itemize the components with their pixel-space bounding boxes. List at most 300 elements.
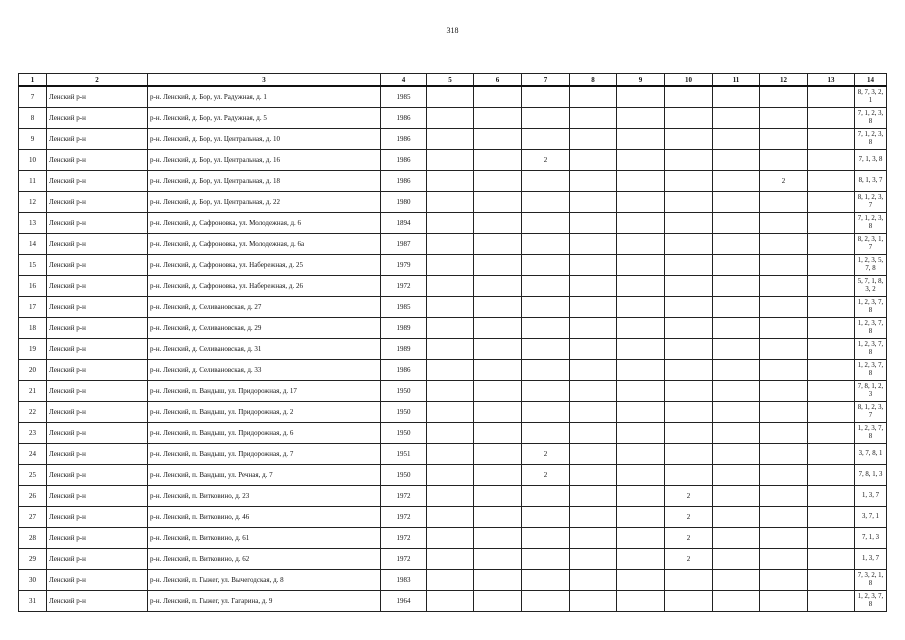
- year-cell: 1983: [381, 570, 427, 591]
- col9-cell: [617, 318, 665, 339]
- col8-cell: [570, 381, 617, 402]
- table-body: [19, 86, 887, 612]
- col12-cell: [760, 570, 808, 591]
- col11-cell: [713, 507, 760, 528]
- col10-cell: [665, 213, 713, 234]
- col7-cell: [522, 86, 570, 108]
- col9-cell: [617, 129, 665, 150]
- col13-cell: [808, 255, 855, 276]
- row-number: 16: [19, 276, 47, 297]
- col12-cell: [760, 108, 808, 129]
- year-cell: 1972: [381, 507, 427, 528]
- table-row: [19, 297, 887, 318]
- table-row: [19, 192, 887, 213]
- col8-cell: [570, 339, 617, 360]
- district-cell: Ленский р-н: [47, 591, 148, 612]
- col9-cell: [617, 549, 665, 570]
- address-cell: р-н. Ленский, д. Селивановская, д. 27: [148, 297, 381, 318]
- col11-cell: [713, 234, 760, 255]
- col12-cell: [760, 129, 808, 150]
- col5-cell: [427, 381, 474, 402]
- col6-cell: [474, 549, 522, 570]
- row-number: 24: [19, 444, 47, 465]
- column-header: 9: [617, 74, 665, 87]
- table-row: [19, 171, 887, 192]
- address-cell: р-н. Ленский, п. Витковино, д. 61: [148, 528, 381, 549]
- col11-cell: [713, 381, 760, 402]
- col10-cell: [665, 171, 713, 192]
- table-row: [19, 465, 887, 486]
- row-number: 11: [19, 171, 47, 192]
- codes-cell: 7, 1, 3, 8: [855, 150, 887, 171]
- col5-cell: [427, 171, 474, 192]
- col13-cell: [808, 86, 855, 108]
- col10-cell: [665, 444, 713, 465]
- column-header: 11: [713, 74, 760, 87]
- col12-cell: [760, 465, 808, 486]
- column-header: 6: [474, 74, 522, 87]
- district-cell: Ленский р-н: [47, 465, 148, 486]
- col11-cell: [713, 297, 760, 318]
- col10-cell: [665, 150, 713, 171]
- col6-cell: [474, 297, 522, 318]
- address-cell: р-н. Ленский, п. Витковино, д. 23: [148, 486, 381, 507]
- address-cell: р-н. Ленский, п. Гыжег, ул. Гагарина, д. 9: [148, 591, 381, 612]
- table-row: [19, 255, 887, 276]
- col6-cell: [474, 465, 522, 486]
- table-row: [19, 339, 887, 360]
- page-number: 318: [446, 26, 459, 35]
- column-header: 14: [855, 74, 887, 87]
- row-number: 23: [19, 423, 47, 444]
- col13-cell: [808, 213, 855, 234]
- table-row: [19, 213, 887, 234]
- district-cell: Ленский р-н: [47, 108, 148, 129]
- codes-cell: 7, 8, 1, 3: [855, 465, 887, 486]
- col13-cell: [808, 150, 855, 171]
- col8-cell: [570, 192, 617, 213]
- row-number: 7: [19, 86, 47, 108]
- district-cell: Ленский р-н: [47, 444, 148, 465]
- column-header: 1: [19, 74, 47, 87]
- col13-cell: [808, 423, 855, 444]
- year-cell: 1986: [381, 150, 427, 171]
- col7-cell: [522, 234, 570, 255]
- year-cell: 1950: [381, 402, 427, 423]
- col5-cell: [427, 234, 474, 255]
- col12-cell: [760, 423, 808, 444]
- col8-cell: [570, 255, 617, 276]
- table-row: [19, 591, 887, 612]
- col9-cell: [617, 276, 665, 297]
- table-row: [19, 276, 887, 297]
- col6-cell: [474, 402, 522, 423]
- table-row: [19, 108, 887, 129]
- table-row: [19, 549, 887, 570]
- col10-cell: [665, 360, 713, 381]
- col7-cell: 2: [522, 150, 570, 171]
- col6-cell: [474, 486, 522, 507]
- col8-cell: [570, 402, 617, 423]
- col9-cell: [617, 444, 665, 465]
- col5-cell: [427, 108, 474, 129]
- address-cell: р-н. Ленский, п. Вандыш, ул. Придорожная, д. 6: [148, 423, 381, 444]
- year-cell: 1979: [381, 255, 427, 276]
- col12-cell: 2: [760, 171, 808, 192]
- row-number: 30: [19, 570, 47, 591]
- column-header: 7: [522, 74, 570, 87]
- col5-cell: [427, 297, 474, 318]
- col13-cell: [808, 360, 855, 381]
- col13-cell: [808, 381, 855, 402]
- col9-cell: [617, 591, 665, 612]
- col11-cell: [713, 86, 760, 108]
- address-cell: р-н. Ленский, п. Вандыш, ул. Придорожная, д. 2: [148, 402, 381, 423]
- col5-cell: [427, 360, 474, 381]
- codes-cell: 1, 2, 3, 7, 8: [855, 297, 887, 318]
- year-cell: 1972: [381, 276, 427, 297]
- address-cell: р-н. Ленский, д. Бор, ул. Центральная, д. 10: [148, 129, 381, 150]
- address-cell: р-н. Ленский, д. Селивановская, д. 29: [148, 318, 381, 339]
- col12-cell: [760, 360, 808, 381]
- codes-cell: 1, 2, 3, 7, 8: [855, 339, 887, 360]
- col7-cell: [522, 129, 570, 150]
- address-cell: р-н. Ленский, д. Сафроновка, ул. Молодежная, д. 6: [148, 213, 381, 234]
- col10-cell: 2: [665, 549, 713, 570]
- table-row: [19, 360, 887, 381]
- col13-cell: [808, 507, 855, 528]
- district-cell: Ленский р-н: [47, 255, 148, 276]
- col8-cell: [570, 318, 617, 339]
- col6-cell: [474, 360, 522, 381]
- col11-cell: [713, 591, 760, 612]
- col13-cell: [808, 318, 855, 339]
- col10-cell: [665, 108, 713, 129]
- col8-cell: [570, 549, 617, 570]
- col5-cell: [427, 528, 474, 549]
- col10-cell: [665, 339, 713, 360]
- district-cell: Ленский р-н: [47, 507, 148, 528]
- col6-cell: [474, 150, 522, 171]
- col7-cell: [522, 255, 570, 276]
- address-cell: р-н. Ленский, д. Бор, ул. Центральная, д. 16: [148, 150, 381, 171]
- column-header: 5: [427, 74, 474, 87]
- col6-cell: [474, 234, 522, 255]
- col6-cell: [474, 591, 522, 612]
- col10-cell: [665, 570, 713, 591]
- col8-cell: [570, 423, 617, 444]
- col13-cell: [808, 297, 855, 318]
- col12-cell: [760, 150, 808, 171]
- col9-cell: [617, 234, 665, 255]
- address-cell: р-н. Ленский, д. Селивановская, д. 31: [148, 339, 381, 360]
- col13-cell: [808, 528, 855, 549]
- codes-cell: 8, 1, 2, 3, 7: [855, 402, 887, 423]
- table-row: [19, 444, 887, 465]
- address-cell: р-н. Ленский, д. Бор, ул. Радужная, д. 5: [148, 108, 381, 129]
- col7-cell: [522, 528, 570, 549]
- col5-cell: [427, 276, 474, 297]
- col6-cell: [474, 570, 522, 591]
- col7-cell: [522, 276, 570, 297]
- col9-cell: [617, 150, 665, 171]
- col6-cell: [474, 276, 522, 297]
- table-row: [19, 423, 887, 444]
- col9-cell: [617, 86, 665, 108]
- col11-cell: [713, 192, 760, 213]
- col13-cell: [808, 234, 855, 255]
- column-header: 8: [570, 74, 617, 87]
- col10-cell: [665, 381, 713, 402]
- year-cell: 1987: [381, 234, 427, 255]
- row-number: 15: [19, 255, 47, 276]
- district-cell: Ленский р-н: [47, 129, 148, 150]
- year-cell: 1964: [381, 591, 427, 612]
- col8-cell: [570, 276, 617, 297]
- col7-cell: [522, 381, 570, 402]
- address-cell: р-н. Ленский, п. Витковино, д. 46: [148, 507, 381, 528]
- district-cell: Ленский р-н: [47, 234, 148, 255]
- row-number: 8: [19, 108, 47, 129]
- codes-cell: 1, 2, 3, 7, 8: [855, 591, 887, 612]
- column-header: 13: [808, 74, 855, 87]
- col12-cell: [760, 255, 808, 276]
- table-row: [19, 150, 887, 171]
- codes-cell: 1, 2, 3, 7, 8: [855, 318, 887, 339]
- col10-cell: [665, 192, 713, 213]
- col7-cell: [522, 507, 570, 528]
- row-number: 29: [19, 549, 47, 570]
- col13-cell: [808, 108, 855, 129]
- col10-cell: 2: [665, 528, 713, 549]
- col7-cell: [522, 360, 570, 381]
- col5-cell: [427, 423, 474, 444]
- col7-cell: [522, 423, 570, 444]
- row-number: 21: [19, 381, 47, 402]
- col10-cell: 2: [665, 507, 713, 528]
- col10-cell: [665, 276, 713, 297]
- codes-cell: 8, 2, 3, 1, 7: [855, 234, 887, 255]
- col12-cell: [760, 507, 808, 528]
- year-cell: 1980: [381, 192, 427, 213]
- col7-cell: [522, 402, 570, 423]
- district-cell: Ленский р-н: [47, 570, 148, 591]
- codes-cell: 7, 8, 1, 2, 3: [855, 381, 887, 402]
- col9-cell: [617, 570, 665, 591]
- col11-cell: [713, 402, 760, 423]
- district-cell: Ленский р-н: [47, 318, 148, 339]
- col6-cell: [474, 86, 522, 108]
- col10-cell: [665, 86, 713, 108]
- district-cell: Ленский р-н: [47, 339, 148, 360]
- col13-cell: [808, 486, 855, 507]
- col8-cell: [570, 444, 617, 465]
- col9-cell: [617, 528, 665, 549]
- col13-cell: [808, 171, 855, 192]
- address-cell: р-н. Ленский, п. Вандыш, ул. Речная, д. 7: [148, 465, 381, 486]
- col5-cell: [427, 465, 474, 486]
- district-cell: Ленский р-н: [47, 86, 148, 108]
- col6-cell: [474, 381, 522, 402]
- column-header: 2: [47, 74, 148, 87]
- row-number: 22: [19, 402, 47, 423]
- column-header: 12: [760, 74, 808, 87]
- address-cell: р-н. Ленский, д. Бор, ул. Центральная, д. 18: [148, 171, 381, 192]
- col13-cell: [808, 192, 855, 213]
- col9-cell: [617, 507, 665, 528]
- col10-cell: [665, 297, 713, 318]
- codes-cell: 8, 1, 3, 7: [855, 171, 887, 192]
- col12-cell: [760, 381, 808, 402]
- col7-cell: [522, 591, 570, 612]
- col7-cell: [522, 108, 570, 129]
- col13-cell: [808, 570, 855, 591]
- col9-cell: [617, 297, 665, 318]
- address-cell: р-н. Ленский, д. Сафроновка, ул. Молодежная, д. 6а: [148, 234, 381, 255]
- col8-cell: [570, 234, 617, 255]
- year-cell: 1989: [381, 339, 427, 360]
- col6-cell: [474, 108, 522, 129]
- year-cell: 1950: [381, 423, 427, 444]
- col11-cell: [713, 150, 760, 171]
- year-cell: 1972: [381, 528, 427, 549]
- codes-cell: 1, 3, 7: [855, 486, 887, 507]
- col13-cell: [808, 444, 855, 465]
- col11-cell: [713, 318, 760, 339]
- table-row: [19, 318, 887, 339]
- year-cell: 1951: [381, 444, 427, 465]
- col12-cell: [760, 234, 808, 255]
- registry-table: [18, 73, 887, 612]
- col6-cell: [474, 255, 522, 276]
- district-cell: Ленский р-н: [47, 360, 148, 381]
- col5-cell: [427, 549, 474, 570]
- col8-cell: [570, 507, 617, 528]
- col11-cell: [713, 528, 760, 549]
- col10-cell: [665, 234, 713, 255]
- col10-cell: [665, 318, 713, 339]
- district-cell: Ленский р-н: [47, 192, 148, 213]
- col7-cell: 2: [522, 465, 570, 486]
- year-cell: 1986: [381, 171, 427, 192]
- col13-cell: [808, 465, 855, 486]
- table-row: [19, 486, 887, 507]
- col11-cell: [713, 255, 760, 276]
- col13-cell: [808, 591, 855, 612]
- col9-cell: [617, 465, 665, 486]
- year-cell: 1894: [381, 213, 427, 234]
- codes-cell: 1, 2, 3, 5, 7, 8: [855, 255, 887, 276]
- col8-cell: [570, 591, 617, 612]
- year-cell: 1986: [381, 360, 427, 381]
- row-number: 31: [19, 591, 47, 612]
- col11-cell: [713, 486, 760, 507]
- col12-cell: [760, 486, 808, 507]
- col10-cell: [665, 465, 713, 486]
- col5-cell: [427, 150, 474, 171]
- year-cell: 1989: [381, 318, 427, 339]
- col5-cell: [427, 486, 474, 507]
- col9-cell: [617, 213, 665, 234]
- col12-cell: [760, 402, 808, 423]
- col12-cell: [760, 192, 808, 213]
- codes-cell: 3, 7, 1: [855, 507, 887, 528]
- col12-cell: [760, 297, 808, 318]
- row-number: 28: [19, 528, 47, 549]
- col9-cell: [617, 486, 665, 507]
- codes-cell: 8, 1, 2, 3, 7: [855, 192, 887, 213]
- col13-cell: [808, 276, 855, 297]
- col7-cell: [522, 570, 570, 591]
- district-cell: Ленский р-н: [47, 381, 148, 402]
- col6-cell: [474, 507, 522, 528]
- col12-cell: [760, 276, 808, 297]
- col6-cell: [474, 444, 522, 465]
- codes-cell: 5, 7, 1, 8, 3, 2: [855, 276, 887, 297]
- col7-cell: [522, 192, 570, 213]
- table-row: [19, 234, 887, 255]
- col11-cell: [713, 276, 760, 297]
- codes-cell: 7, 1, 2, 3, 8: [855, 213, 887, 234]
- row-number: 17: [19, 297, 47, 318]
- col9-cell: [617, 108, 665, 129]
- col8-cell: [570, 360, 617, 381]
- table-row: [19, 507, 887, 528]
- col7-cell: [522, 486, 570, 507]
- codes-cell: 7, 3, 2, 1, 8: [855, 570, 887, 591]
- year-cell: 1986: [381, 129, 427, 150]
- col5-cell: [427, 570, 474, 591]
- col5-cell: [427, 129, 474, 150]
- codes-cell: 1, 3, 7: [855, 549, 887, 570]
- col9-cell: [617, 171, 665, 192]
- col8-cell: [570, 528, 617, 549]
- col9-cell: [617, 255, 665, 276]
- col6-cell: [474, 192, 522, 213]
- col5-cell: [427, 318, 474, 339]
- col9-cell: [617, 360, 665, 381]
- col6-cell: [474, 528, 522, 549]
- row-number: 18: [19, 318, 47, 339]
- year-cell: 1985: [381, 297, 427, 318]
- col11-cell: [713, 549, 760, 570]
- col5-cell: [427, 339, 474, 360]
- row-number: 14: [19, 234, 47, 255]
- col10-cell: [665, 129, 713, 150]
- col8-cell: [570, 213, 617, 234]
- address-cell: р-н. Ленский, п. Вандыш, ул. Придорожная, д. 17: [148, 381, 381, 402]
- year-cell: 1972: [381, 486, 427, 507]
- col12-cell: [760, 444, 808, 465]
- col5-cell: [427, 255, 474, 276]
- col9-cell: [617, 423, 665, 444]
- col11-cell: [713, 129, 760, 150]
- col5-cell: [427, 591, 474, 612]
- col13-cell: [808, 129, 855, 150]
- table-row: [19, 570, 887, 591]
- row-number: 20: [19, 360, 47, 381]
- col12-cell: [760, 591, 808, 612]
- col12-cell: [760, 528, 808, 549]
- row-number: 10: [19, 150, 47, 171]
- row-number: 12: [19, 192, 47, 213]
- codes-cell: 8, 7, 3, 2, 1: [855, 86, 887, 108]
- col11-cell: [713, 465, 760, 486]
- district-cell: Ленский р-н: [47, 528, 148, 549]
- year-cell: 1985: [381, 86, 427, 108]
- district-cell: Ленский р-н: [47, 402, 148, 423]
- col7-cell: 2: [522, 444, 570, 465]
